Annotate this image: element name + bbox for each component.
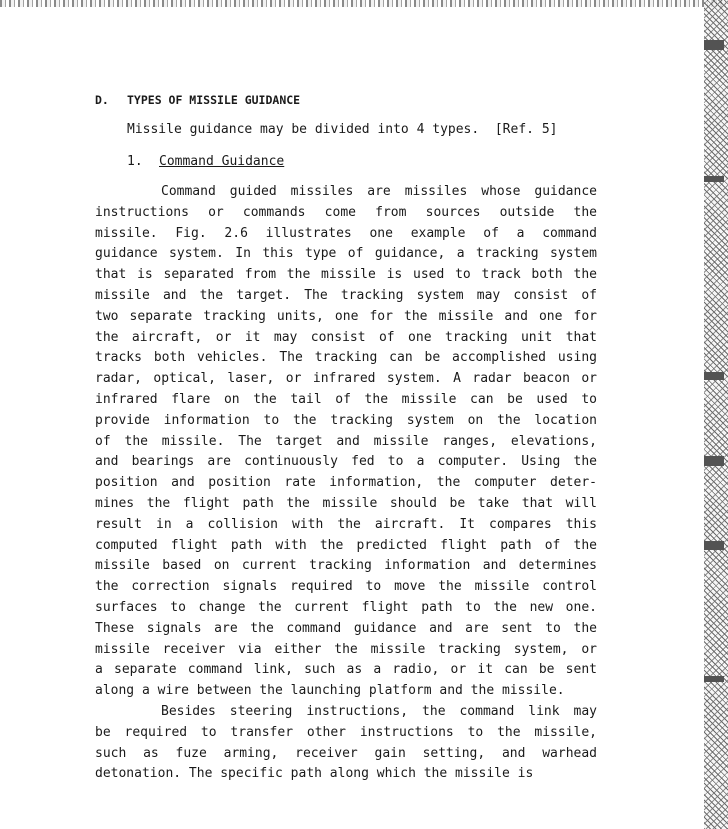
paragraph-line: surfaces to change the current flight path to the new one. [95,599,597,615]
section-heading [95,90,597,110]
paragraph-line: that is separated from the missile is used to track both the [95,267,597,283]
paragraph-line: be required to transfer other instructions to the missile, [95,724,597,740]
paragraph-line: the aircraft, or it may consist of one tracking unit that [95,329,597,345]
scan-mark [704,541,724,550]
paragraph-line: guidance system. In this type of guidance, a tracking system [95,246,597,262]
paragraph-line: mines the flight path the missile should be take that will [95,495,597,511]
paragraph-line: missile. Fig. 2.6 illustrates one example of a command [95,225,597,241]
scan-artifact-right [704,0,728,829]
subsection-title: Command Guidance [159,154,285,169]
scan-mark [704,676,724,682]
paragraph-line: missile and the target. The tracking system may consist of [95,287,597,303]
scan-mark [704,40,724,50]
paragraph-line: and bearings are continuously fed to a computer. Using the [95,454,597,470]
paragraph-line: Besides steering instructions, the command link may [161,703,597,719]
paragraph-line: tracks both vehicles. The tracking can be accomplished using [95,350,597,366]
paragraph-line: These signals are the command guidance and are sent to the [95,620,597,636]
paragraph-line: infrared flare on the tail of the missile can be used to [95,391,597,407]
paragraph-line: along a wire between the launching platform and the missile. [95,683,565,699]
paragraph-line: of the missile. The target and missile ranges, elevations, [95,433,597,449]
scan-mark [704,372,724,380]
paragraph-line: such as fuze arming, receiver gain setting, and warhead [95,745,597,761]
paragraph-line: a separate command link, such as a radio, or it can be sent [95,662,597,678]
subsection-heading [127,152,597,172]
document-page [95,90,597,785]
paragraph-line: instructions or commands come from sources outside the [95,204,597,220]
scan-artifact-top [0,0,728,7]
paragraph-line: position and position rate information, the computer deter- [95,475,597,491]
paragraph-line: result in a collision with the aircraft. It compares this [95,516,597,532]
paragraph-line: provide information to the tracking system on the location [95,412,597,428]
paragraph-line: missile receiver via either the missile tracking system, or [95,641,597,657]
paragraph-line: radar, optical, laser, or infrared system. A radar beacon or [95,371,597,387]
section-intro: Missile guidance may be divided into 4 types. [Ref. 5] [127,122,558,137]
section-letter: D. [95,93,109,107]
paragraph-1 [95,182,597,702]
scan-mark [704,176,724,182]
paragraph-line: the correction signals required to move the missile control [95,579,597,595]
paragraph-2 [95,702,597,785]
paragraph-line: missile based on current tracking information and determines [95,558,597,574]
paragraph-line: Command guided missiles are missiles whose guidance [161,184,597,199]
section-title: TYPES OF MISSILE GUIDANCE [127,93,301,107]
scan-mark [704,456,724,466]
subsection-number: 1. [127,154,143,169]
paragraph-line: detonation. The specific path along which the missile is [95,766,534,782]
paragraph-line: two separate tracking units, one for the missile and one for [95,308,597,324]
paragraph-line: computed flight path with the predicted flight path of the [95,537,597,553]
